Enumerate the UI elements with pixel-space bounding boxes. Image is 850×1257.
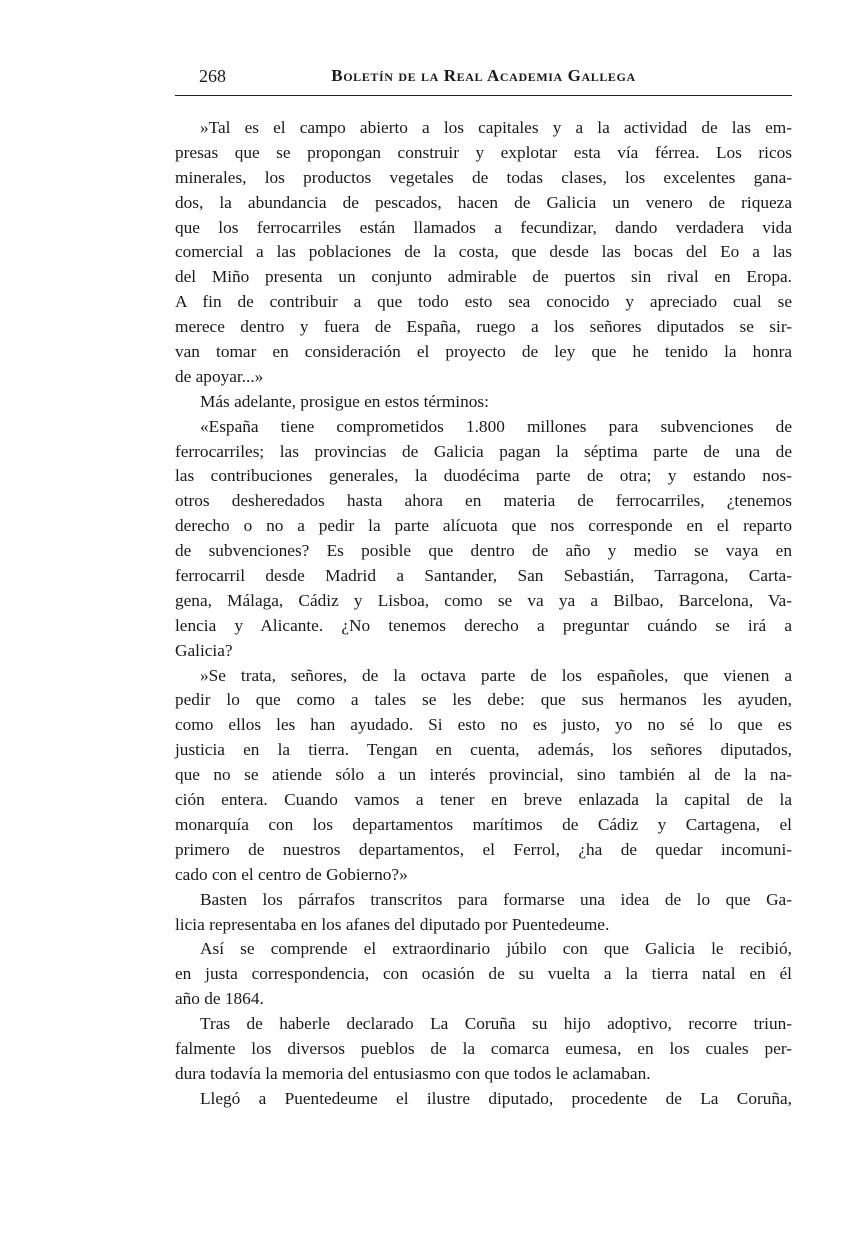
text-line: en justa correspondencia, con ocasión de su vuelta a la tierra natal en él	[175, 964, 792, 984]
text-line: del Miño presenta un conjunto admirable de puertos sin rival en Eropa.	[175, 267, 792, 287]
text-line: »Tal es el campo abierto a los capitales y a la actividad de las em-	[200, 118, 792, 137]
text-line: monarquía con los departamentos marítimos de Cádiz y Cartagena, el	[175, 814, 792, 834]
text-line: «España tiene comprometidos 1.800 millones para subvenciones de	[200, 416, 792, 436]
page-header	[175, 64, 792, 92]
text-line: Más adelante, prosigue en estos términos:	[200, 391, 489, 411]
text-line: comercial a las poblaciones de la costa, que desde las bocas del Eo a las	[175, 242, 792, 262]
page-number: 268	[199, 66, 226, 86]
text-line: de subvenciones? Es posible que dentro de año y medio se vaya en	[175, 541, 792, 561]
text-line: cado con el centro de Gobierno?»	[175, 864, 408, 884]
text-line: las contribuciones generales, la duodécima parte de otra; y estando nos-	[175, 466, 792, 486]
text-line: Así se comprende el extraordinario júbilo con que Galicia le recibió,	[200, 939, 792, 959]
text-line: año de 1864.	[175, 989, 264, 1009]
text-line: Galicia?	[175, 640, 233, 660]
paragraph	[175, 888, 792, 938]
header-rule	[175, 95, 792, 96]
text-line: justicia en la tierra. Tengan en cuenta, además, los señores diputados,	[175, 740, 792, 760]
text-line: gena, Málaga, Cádiz y Lisboa, como se va ya a Bilbao, Barcelona, Va-	[175, 590, 792, 610]
paragraph	[175, 116, 792, 390]
text-line: que no se atiende sólo a un interés provincial, sino también al de la na-	[175, 765, 792, 785]
text-line: presas que se propongan construir y explotar esta vía férrea. Los ricos	[175, 142, 792, 162]
text-line: ferrocarril desde Madrid a Santander, San Sebastián, Tarragona, Carta-	[175, 566, 792, 586]
text-line: Basten los párrafos transcritos para formarse una idea de lo que Ga-	[200, 889, 792, 909]
text-line: Tras de haberle declarado La Coruña su hijo adoptivo, recorre triun-	[200, 1014, 792, 1034]
text-line: »Se trata, señores, de la octava parte de los españoles, que vienen a	[200, 665, 792, 685]
paragraph	[175, 390, 792, 415]
text-line: van tomar en consideración el proyecto de ley que he tenido la honra	[175, 342, 792, 362]
text-line: lencia y Alicante. ¿No tenemos derecho a preguntar cuándo se irá a	[175, 615, 792, 635]
text-line: derecho o no a pedir la parte alícuota que nos corresponde en el reparto	[175, 516, 792, 536]
running-title: Boletín de la Real Academia Gallega	[331, 66, 636, 85]
text-line: minerales, los productos vegetales de todas clases, los excelentes gana-	[175, 167, 792, 187]
text-line: falmente los diversos pueblos de la comarca eumesa, en los cuales per-	[175, 1038, 792, 1058]
text-line: dura todavía la memoria del entusiasmo con que todos le aclamaban.	[175, 1063, 651, 1083]
text-line: primero de nuestros departamentos, el Ferrol, ¿ha de quedar incomuni-	[175, 839, 792, 859]
text-line: ferrocarriles; las provincias de Galicia pagan la séptima parte de una de	[175, 441, 792, 461]
body-text	[175, 116, 792, 1112]
paragraph	[175, 937, 792, 1012]
text-line: A fin de contribuir a que todo esto sea conocido y apreciado cual se	[175, 292, 792, 312]
text-line: dos, la abundancia de pescados, hacen de Galicia un venero de riqueza	[175, 192, 792, 212]
text-line: como ellos les han ayudado. Si esto no es justo, yo no sé lo que es	[175, 715, 792, 735]
text-line: Llegó a Puentedeume el ilustre diputado, procedente de La Coruña,	[200, 1088, 792, 1108]
text-line: que los ferrocarriles están llamados a fecundizar, dando verdadera vida	[175, 217, 792, 237]
text-line: pedir lo que como a tales se les debe: que sus hermanos les ayuden,	[175, 690, 792, 710]
paragraph	[175, 1087, 792, 1112]
text-line: otros desheredados hasta ahora en materia de ferrocarriles, ¿tenemos	[175, 491, 792, 511]
paragraph	[175, 1012, 792, 1087]
text-line: de apoyar...»	[175, 366, 264, 386]
paragraph	[175, 415, 792, 664]
text-line: ción entera. Cuando vamos a tener en breve enlazada la capital de la	[175, 790, 792, 810]
text-line: merece dentro y fuera de España, ruego a los señores diputados se sir-	[175, 317, 792, 337]
text-line: licia representaba en los afanes del diputado por Puentedeume.	[175, 914, 610, 934]
paragraph	[175, 664, 792, 888]
